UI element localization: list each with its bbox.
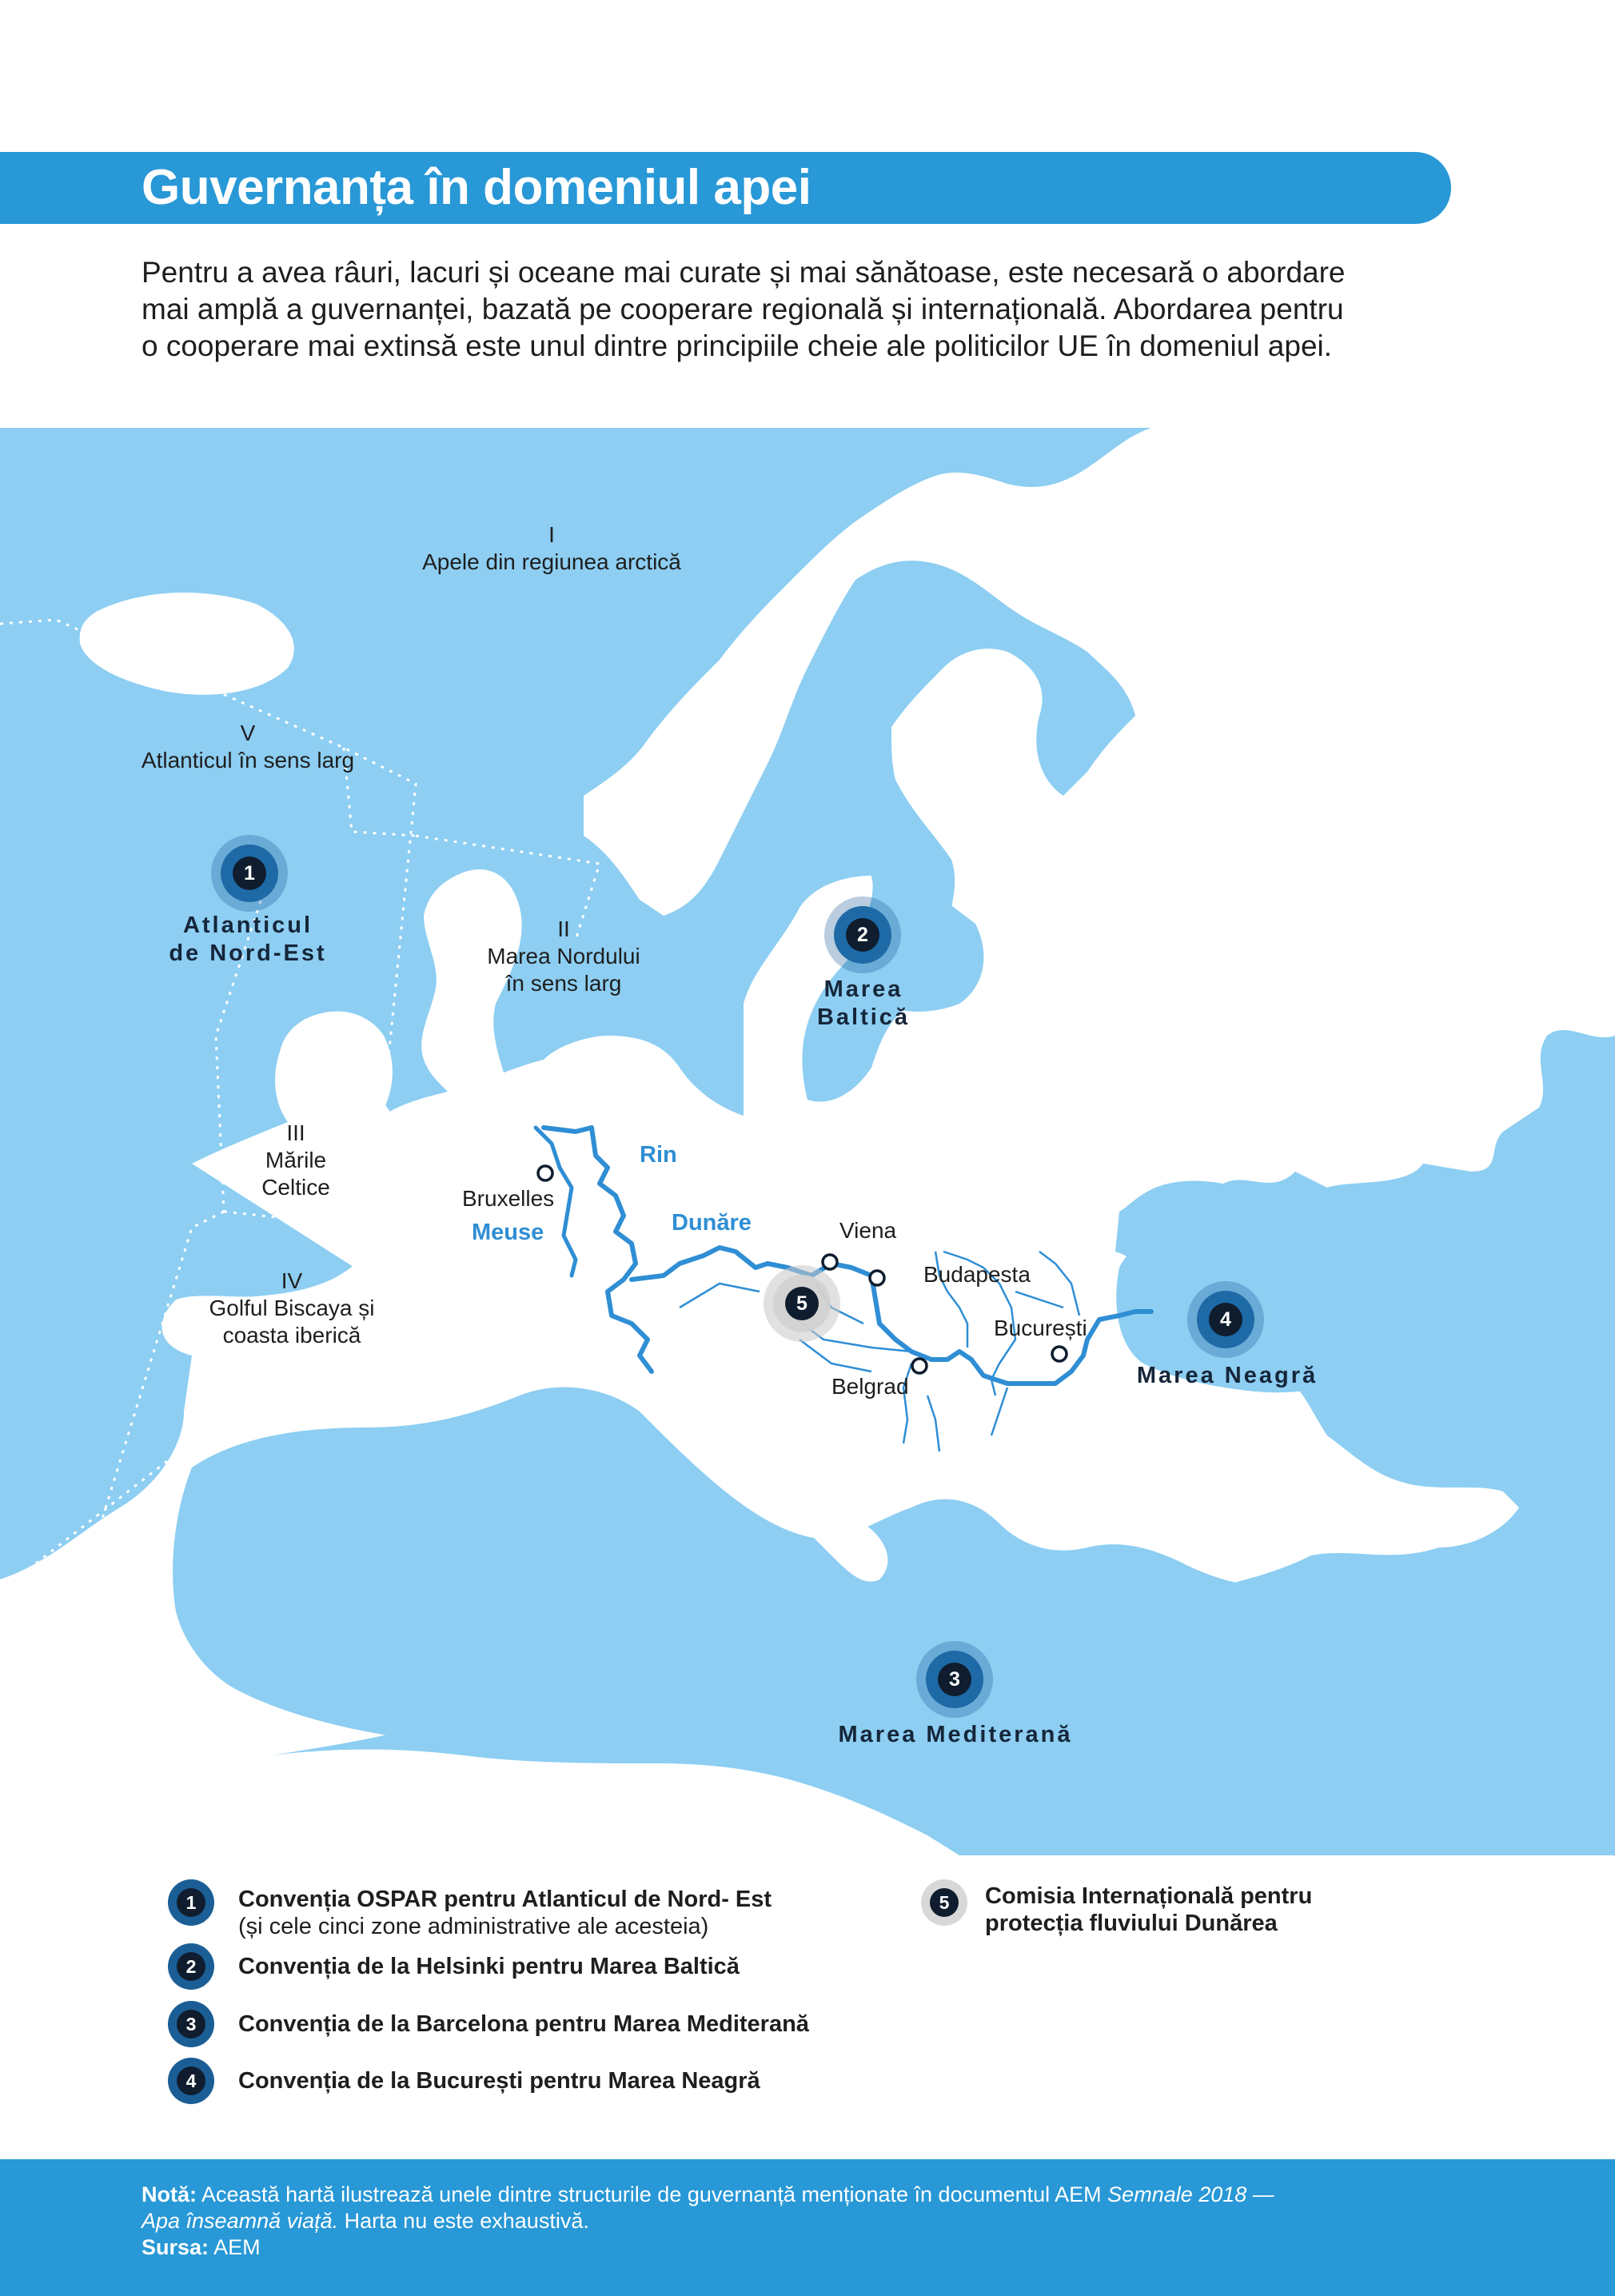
legend-title-5a: Comisia Internațională pentru: [985, 1883, 1313, 1909]
legend-title-5b: protecția fluviului Dunărea: [985, 1911, 1278, 1936]
note-italic-1: Semnale 2018 —: [1107, 2182, 1274, 2206]
city-marker-viena: [823, 1255, 837, 1269]
sea-label-baltic: Marea Baltică: [816, 976, 911, 1030]
marker-3: 3: [916, 1641, 993, 1718]
city-label-bruxelles: Bruxelles: [462, 1186, 555, 1211]
sea-label-black-sea: Marea Neagră: [1136, 1363, 1318, 1388]
source-text: AEM: [213, 2235, 261, 2259]
legend-marker-1: 1: [168, 1879, 214, 1926]
legend-item-1: [168, 1879, 772, 1940]
marker-2: 2: [824, 896, 901, 973]
city-label-belgrad: Belgrad: [831, 1374, 909, 1399]
legend-title-4: Convenția de la București pentru Marea Neagră: [238, 2068, 760, 2094]
marker-5: 5: [764, 1265, 840, 1342]
legend-subtitle-1: (și cele cinci zone administrative ale acesteia): [238, 1914, 709, 1939]
city-marker-bucuresti: [1052, 1347, 1067, 1361]
city-marker-bruxelles: [538, 1166, 552, 1180]
legend-item-2: [168, 1943, 740, 1990]
region-label-north-sea: II Marea Nordului în sens larg: [487, 916, 640, 996]
europe-map: [0, 428, 1615, 1855]
city-label-budapesta: Budapesta: [923, 1262, 1031, 1287]
city-label-bucuresti: București: [994, 1316, 1087, 1340]
page-title: Guvernanța în domeniul apei: [142, 160, 811, 215]
note-text-1: Această hartă ilustrează unele dintre structurile de guvernanță menționate în documentul AEM: [201, 2182, 1108, 2206]
note-italic-2: Apa înseamnă viață.: [142, 2209, 339, 2233]
region-label-biscay-iberia: IV Golful Biscaya și coasta iberică: [209, 1268, 375, 1348]
intro-line: Pentru a avea râuri, lacuri și oceane mai curate și mai sănătoase, este necesară o abordare: [142, 256, 1346, 289]
note-label: Notă:: [142, 2182, 197, 2206]
city-marker-budapesta: [870, 1271, 884, 1285]
footer-note: [0, 2159, 1615, 2296]
legend-title-2: Convenția de la Helsinki pentru Marea Baltică: [238, 1954, 740, 1979]
legend-item-5: [921, 1879, 1312, 1937]
legend-title-1: Convenția OSPAR pentru Atlanticul de Nord- Est: [238, 1887, 772, 1912]
region-label-arctic: I Apele din regiunea arctică: [422, 522, 681, 574]
marker-1: 1: [211, 835, 288, 912]
note-text-2: Harta nu este exhaustivă.: [338, 2209, 589, 2233]
sea-label-ne-atlantic: Atlanticul de Nord-Est: [169, 912, 327, 966]
region-label-celtic-seas: III Mările Celtice: [261, 1120, 330, 1200]
river-label-rin: Rin: [640, 1142, 677, 1168]
intro-line: mai amplă a guvernanței, bazată pe cooperare regională și internațională. Abordarea pentru: [142, 293, 1344, 325]
marker-4: 4: [1187, 1281, 1264, 1358]
legend-item-3: [168, 2001, 809, 2047]
legend-marker-5: 5: [921, 1879, 967, 1926]
city-label-viena: Viena: [839, 1218, 897, 1243]
source-label: Sursa:: [142, 2235, 209, 2259]
river-label-dunare: Dunăre: [672, 1210, 752, 1236]
legend-marker-3: 3: [168, 2001, 214, 2047]
legend-marker-2: 2: [168, 1943, 214, 1990]
city-marker-belgrad: [912, 1359, 927, 1373]
sea-label-mediterranean: Marea Mediterană: [838, 1722, 1073, 1747]
legend-item-4: [168, 2058, 760, 2104]
intro-line: o cooperare mai extinsă este unul dintre principiile cheie ale politicilor UE în domeniul apei.: [142, 329, 1333, 362]
intro-paragraph: [142, 254, 1485, 365]
river-label-meuse: Meuse: [472, 1220, 544, 1245]
legend-title-3: Convenția de la Barcelona pentru Marea Mediterană: [238, 2011, 809, 2037]
region-label-wider-atlantic: V Atlanticul în sens larg: [141, 721, 355, 773]
legend-marker-4: 4: [168, 2058, 214, 2104]
